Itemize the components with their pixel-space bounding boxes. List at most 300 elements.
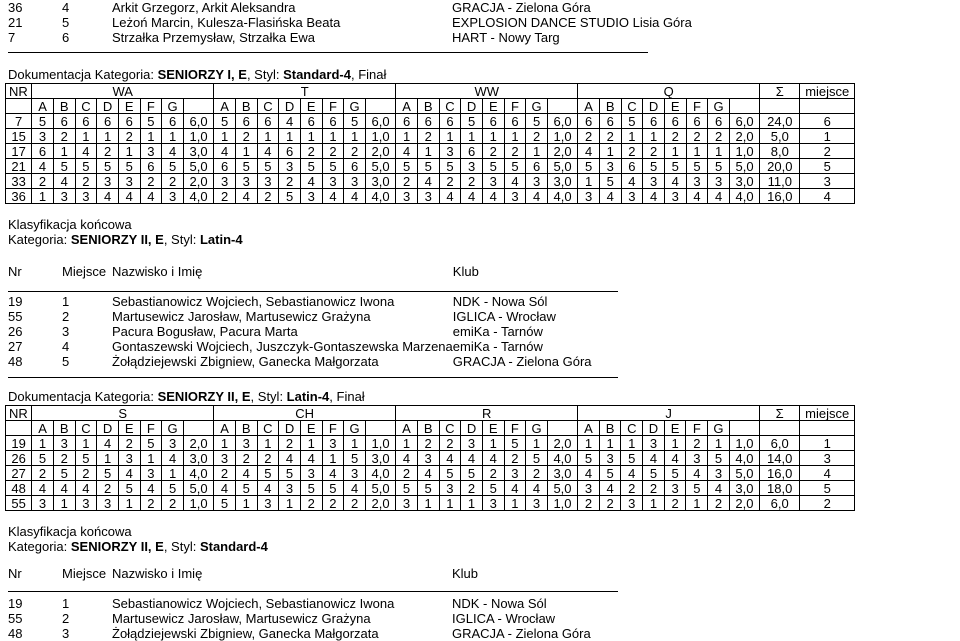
score-cell: 2 [214, 466, 236, 481]
score-cell: 5 [279, 189, 301, 204]
score-cell: 1 [578, 174, 600, 189]
couple-number: 33 [6, 174, 32, 189]
score-cell: 5 [599, 174, 621, 189]
judge-header: E [664, 99, 686, 114]
score-cell: 4 [118, 189, 140, 204]
score-cell: 4 [482, 451, 504, 466]
score-cell: 4 [800, 466, 855, 481]
score-cell: 2,0 [183, 174, 213, 189]
score-cell: 2 [32, 174, 54, 189]
divider [8, 52, 648, 53]
score-cell: 1 [118, 496, 140, 511]
score-cell: 5 [322, 159, 344, 174]
score-cell: 3 [578, 189, 600, 204]
cell-name: Żołądziejewski Zbigniew, Ganecka Małgorzata [112, 626, 379, 641]
score-cell: 4 [482, 189, 504, 204]
score-cell: 1 [322, 451, 344, 466]
cell-nr: 7 [8, 30, 16, 45]
score-cell: 3,0 [183, 451, 213, 466]
judge-header: C [75, 421, 97, 436]
score-row [6, 114, 855, 129]
score-cell: 2 [279, 174, 301, 189]
score-cell: 6 [599, 114, 621, 129]
dance-header: WW [396, 84, 578, 99]
couple-number: 15 [6, 129, 32, 144]
score-cell: 2 [708, 496, 730, 511]
score-cell: 5 [461, 466, 483, 481]
judge-header: G [708, 99, 730, 114]
score-cell: 5 [439, 466, 461, 481]
score-cell: 2 [578, 129, 600, 144]
column-header-name: Nazwisko i Imię [112, 264, 203, 279]
final-table-latin [8, 264, 753, 369]
score-cell: 2 [140, 496, 162, 511]
judge-header: A [578, 99, 600, 114]
judge-header: B [599, 99, 621, 114]
judge-header: E [482, 99, 504, 114]
cell-place: 3 [62, 626, 70, 641]
score-table-latin [5, 405, 855, 511]
score-cell: 2 [322, 496, 344, 511]
judge-header: D [97, 421, 119, 436]
score-cell: 3 [482, 496, 504, 511]
column-header-club: Klub [452, 264, 479, 279]
score-cell: 4 [504, 481, 526, 496]
judge-header: B [417, 99, 439, 114]
score-cell: 6 [279, 144, 301, 159]
score-cell: 2 [526, 466, 548, 481]
judge-header: B [235, 421, 257, 436]
score-cell: 2 [417, 129, 439, 144]
score-cell: 2 [257, 189, 279, 204]
score-cell: 1 [257, 129, 279, 144]
couple-number: 7 [6, 114, 32, 129]
score-cell: 1 [686, 496, 708, 511]
judge-header: D [643, 99, 665, 114]
score-cell: 1 [235, 144, 257, 159]
score-cell: 2 [32, 466, 54, 481]
score-cell: 2,0 [365, 496, 395, 511]
empty-cell [800, 99, 855, 114]
score-row [6, 144, 855, 159]
score-cell: 1 [75, 436, 97, 451]
cell-name: Sebastianowicz Wojciech, Sebastianowicz Iwona [112, 294, 395, 309]
score-cell: 5 [578, 451, 600, 466]
score-cell: 1 [32, 189, 54, 204]
score-cell: 5 [482, 481, 504, 496]
score-cell: 2 [461, 174, 483, 189]
score-row [6, 189, 855, 204]
score-cell: 4 [708, 481, 730, 496]
spacer-row [8, 581, 752, 596]
score-cell: 4 [300, 174, 322, 189]
score-cell: 2 [344, 144, 366, 159]
score-cell: 5 [800, 481, 855, 496]
score-cell: 4 [643, 189, 665, 204]
score-cell: 1 [599, 144, 621, 159]
score-cell: 5 [257, 159, 279, 174]
score-cell: 3 [526, 496, 548, 511]
score-cell: 4 [75, 144, 97, 159]
score-cell: 2 [800, 496, 855, 511]
score-cell: 2 [257, 451, 279, 466]
score-cell: 3 [526, 174, 548, 189]
score-cell: 3 [800, 451, 855, 466]
score-cell: 3 [322, 436, 344, 451]
score-cell: 4 [417, 466, 439, 481]
score-cell: 1 [686, 144, 708, 159]
score-cell: 4 [621, 466, 643, 481]
judge-header: E [118, 99, 140, 114]
score-cell: 3 [664, 481, 686, 496]
score-cell: 5 [396, 159, 418, 174]
cell-club: NDK - Nowa Sól [452, 294, 548, 309]
score-cell: 3 [140, 466, 162, 481]
score-cell: 5 [664, 466, 686, 481]
cell-place: 5 [62, 354, 70, 369]
score-cell: 1 [279, 496, 301, 511]
score-cell: 5 [322, 481, 344, 496]
score-cell: 3,0 [183, 144, 213, 159]
score-cell: 1 [396, 129, 418, 144]
cell-name: Martusewicz Jarosław, Martusewicz Grażyna [112, 611, 371, 626]
score-cell: 6,0 [547, 114, 577, 129]
score-cell: 2 [235, 129, 257, 144]
divider [8, 291, 618, 292]
score-cell: 2 [417, 436, 439, 451]
score-cell: 2 [75, 174, 97, 189]
score-cell: 6,0 [365, 114, 395, 129]
score-cell: 6 [32, 144, 54, 159]
score-cell: 5 [162, 481, 184, 496]
score-cell: 5 [621, 451, 643, 466]
score-cell: 5 [75, 451, 97, 466]
score-cell: 5 [578, 159, 600, 174]
cell-nr: 55 [8, 309, 23, 324]
result-row [8, 596, 752, 611]
score-cell: 3 [140, 144, 162, 159]
cell-nr: 55 [8, 611, 23, 626]
score-cell: 1 [140, 129, 162, 144]
score-cell: 1,0 [183, 129, 213, 144]
score-cell: 2 [504, 451, 526, 466]
score-cell: 1 [279, 129, 301, 144]
judge-header: F [322, 99, 344, 114]
score-cell: 5,0 [729, 159, 759, 174]
score-cell: 6 [322, 114, 344, 129]
empty-cell [183, 421, 213, 436]
score-cell: 3,0 [729, 481, 759, 496]
score-cell: 1,0 [729, 436, 759, 451]
dance-header: Q [578, 84, 760, 99]
score-cell: 3,0 [547, 466, 577, 481]
score-cell: 4 [396, 451, 418, 466]
judge-header: B [53, 99, 75, 114]
empty-cell [365, 99, 395, 114]
score-cell: 3 [162, 436, 184, 451]
couple-number: 21 [6, 159, 32, 174]
score-cell: 2 [75, 466, 97, 481]
score-cell: 4 [643, 451, 665, 466]
judge-header: C [257, 99, 279, 114]
score-cell: 1 [344, 129, 366, 144]
score-cell: 1 [461, 496, 483, 511]
score-cell: 5 [235, 481, 257, 496]
score-cell: 2 [643, 481, 665, 496]
score-cell: 2 [800, 144, 855, 159]
score-cell: 1 [504, 496, 526, 511]
score-cell: 1,0 [183, 496, 213, 511]
cell-name: Sebastianowicz Wojciech, Sebastianowicz Iwona [112, 596, 395, 611]
score-cell: 2 [97, 481, 119, 496]
score-cell: 8,0 [760, 144, 800, 159]
score-cell: 3 [461, 159, 483, 174]
score-cell: 5 [686, 481, 708, 496]
score-cell: 3 [344, 174, 366, 189]
judge-header: C [621, 421, 643, 436]
score-cell: 4,0 [547, 451, 577, 466]
header-row [8, 264, 753, 279]
cell-nr: 19 [8, 596, 23, 611]
score-cell: 3 [118, 451, 140, 466]
score-cell: 2 [526, 129, 548, 144]
cell-place: 6 [62, 30, 70, 45]
cell-place: 4 [62, 0, 70, 15]
score-cell: 5 [664, 159, 686, 174]
score-cell: 2 [396, 466, 418, 481]
score-cell: 1 [664, 144, 686, 159]
score-cell: 5,0 [729, 466, 759, 481]
judge-header: F [686, 421, 708, 436]
cell-club: EXPLOSION DANCE STUDIO Lisia Góra [452, 15, 692, 30]
score-cell: 3 [439, 144, 461, 159]
judge-header: E [664, 421, 686, 436]
score-cell: 5 [344, 114, 366, 129]
score-cell: 6 [800, 114, 855, 129]
judge-header: G [162, 99, 184, 114]
final-table-standard [8, 566, 752, 641]
score-cell: 3 [235, 174, 257, 189]
column-header-place: Miejsce [62, 566, 107, 581]
score-cell: 2 [643, 144, 665, 159]
cell-club: GRACJA - Zielona Góra [452, 626, 591, 641]
score-cell: 5,0 [365, 481, 395, 496]
score-cell: 6 [344, 159, 366, 174]
cell-club: NDK - Nowa Sól [452, 596, 547, 611]
judge-header: C [257, 421, 279, 436]
score-cell: 3 [417, 451, 439, 466]
score-cell: 5 [686, 159, 708, 174]
judge-header: F [140, 421, 162, 436]
score-cell: 3 [53, 189, 75, 204]
score-cell: 4 [526, 481, 548, 496]
dance-header: WA [32, 84, 214, 99]
score-cell: 5 [257, 466, 279, 481]
score-cell: 2,0 [729, 129, 759, 144]
result-row [8, 339, 753, 354]
column-header-nr: NR [6, 406, 32, 421]
score-cell: 4 [800, 189, 855, 204]
column-header-nr: NR [6, 84, 32, 99]
place-header: miejsce [800, 406, 855, 421]
score-cell: 4 [461, 451, 483, 466]
result-row [8, 294, 753, 309]
score-cell: 5 [482, 159, 504, 174]
score-cell: 6 [621, 159, 643, 174]
score-cell: 5,0 [183, 481, 213, 496]
score-cell: 1 [526, 436, 548, 451]
judge-header: C [439, 421, 461, 436]
score-cell: 6 [214, 159, 236, 174]
score-cell: 1 [97, 129, 119, 144]
score-cell: 6 [686, 114, 708, 129]
score-cell: 6 [504, 114, 526, 129]
dance-header: CH [214, 406, 396, 421]
judge-header: F [140, 99, 162, 114]
score-cell: 5 [300, 481, 322, 496]
score-cell: 4 [214, 144, 236, 159]
dance-header: T [214, 84, 396, 99]
score-cell: 5,0 [547, 481, 577, 496]
score-cell: 5 [396, 481, 418, 496]
judge-header: E [300, 99, 322, 114]
score-cell: 5 [162, 159, 184, 174]
score-cell: 2,0 [547, 436, 577, 451]
judge-header: A [32, 99, 54, 114]
empty-cell [760, 99, 800, 114]
score-cell: 4 [53, 481, 75, 496]
score-cell: 2 [482, 466, 504, 481]
score-cell: 1,0 [729, 144, 759, 159]
sum-header: Σ [760, 84, 800, 99]
judge-header: F [322, 421, 344, 436]
score-cell: 2 [118, 129, 140, 144]
score-cell: 3 [97, 496, 119, 511]
score-cell: 4 [162, 451, 184, 466]
score-cell: 18,0 [760, 481, 800, 496]
score-cell: 16,0 [760, 466, 800, 481]
score-cell: 2 [53, 451, 75, 466]
judge-row [6, 99, 855, 114]
score-cell: 4 [140, 189, 162, 204]
empty-cell [729, 421, 759, 436]
score-cell: 1 [417, 144, 439, 159]
score-cell: 3 [800, 174, 855, 189]
empty-cell [183, 99, 213, 114]
score-cell: 1 [97, 451, 119, 466]
dance-header: J [578, 406, 760, 421]
score-cell: 6 [482, 114, 504, 129]
score-cell: 4 [53, 174, 75, 189]
judge-header: G [708, 421, 730, 436]
score-cell: 1 [417, 496, 439, 511]
judge-header: B [235, 99, 257, 114]
score-cell: 3 [396, 189, 418, 204]
score-cell: 5 [53, 466, 75, 481]
score-cell: 3 [32, 129, 54, 144]
cell-club: emiKa - Tarnów [452, 339, 543, 354]
cell-place: 2 [62, 611, 70, 626]
judge-header: G [162, 421, 184, 436]
score-cell: 3 [439, 481, 461, 496]
score-cell: 5 [118, 481, 140, 496]
score-cell: 6,0 [760, 496, 800, 511]
score-cell: 1 [599, 436, 621, 451]
score-cell: 3 [621, 189, 643, 204]
score-cell: 4,0 [729, 189, 759, 204]
score-cell: 4 [417, 174, 439, 189]
score-cell: 3,0 [729, 174, 759, 189]
score-cell: 3 [664, 189, 686, 204]
score-cell: 5 [53, 159, 75, 174]
score-cell: 3,0 [547, 174, 577, 189]
score-cell: 4 [708, 189, 730, 204]
score-cell: 2 [504, 144, 526, 159]
score-cell: 4 [140, 481, 162, 496]
cell-name: Martusewicz Jarosław, Martusewicz Grażyna [112, 309, 371, 324]
score-cell: 1 [482, 436, 504, 451]
score-cell: 1 [53, 496, 75, 511]
score-cell: 5 [439, 159, 461, 174]
score-cell: 3 [235, 436, 257, 451]
score-cell: 3 [97, 174, 119, 189]
score-cell: 2 [344, 496, 366, 511]
couple-number: 26 [6, 451, 32, 466]
score-cell: 3 [578, 481, 600, 496]
judge-header: D [643, 421, 665, 436]
score-cell: 4 [578, 466, 600, 481]
score-cell: 2 [396, 174, 418, 189]
cell-name: Leżoń Marcin, Kulesza-Flasińska Beata [112, 15, 341, 30]
score-cell: 4 [118, 466, 140, 481]
score-cell: 14,0 [760, 451, 800, 466]
score-cell: 1 [257, 436, 279, 451]
score-cell: 1 [482, 129, 504, 144]
score-cell: 3 [708, 466, 730, 481]
result-row [8, 626, 752, 641]
score-cell: 5 [97, 159, 119, 174]
score-cell: 4 [599, 189, 621, 204]
judge-header: B [599, 421, 621, 436]
score-cell: 1 [708, 436, 730, 451]
cell-club: IGLICA - Wrocław [452, 309, 556, 324]
divider [8, 591, 618, 592]
score-cell: 2 [686, 129, 708, 144]
score-cell: 4 [621, 174, 643, 189]
score-cell: 11,0 [760, 174, 800, 189]
column-header-nr: Nr [8, 264, 22, 279]
judge-header: A [214, 421, 236, 436]
score-cell: 1 [504, 129, 526, 144]
score-cell: 3 [461, 436, 483, 451]
score-cell: 5 [461, 114, 483, 129]
score-cell: 4,0 [729, 451, 759, 466]
score-cell: 2 [599, 129, 621, 144]
score-cell: 6 [97, 114, 119, 129]
score-table-standard [5, 83, 855, 204]
score-cell: 2 [322, 144, 344, 159]
score-cell: 1 [322, 129, 344, 144]
cell-name: Pacura Bogusław, Pacura Marta [112, 324, 298, 339]
score-cell: 1 [461, 129, 483, 144]
score-cell: 6 [396, 114, 418, 129]
judge-header: A [32, 421, 54, 436]
empty-cell [365, 421, 395, 436]
score-cell: 4 [344, 189, 366, 204]
score-cell: 1 [621, 129, 643, 144]
score-cell: 1 [300, 129, 322, 144]
dance-header: S [32, 406, 214, 421]
